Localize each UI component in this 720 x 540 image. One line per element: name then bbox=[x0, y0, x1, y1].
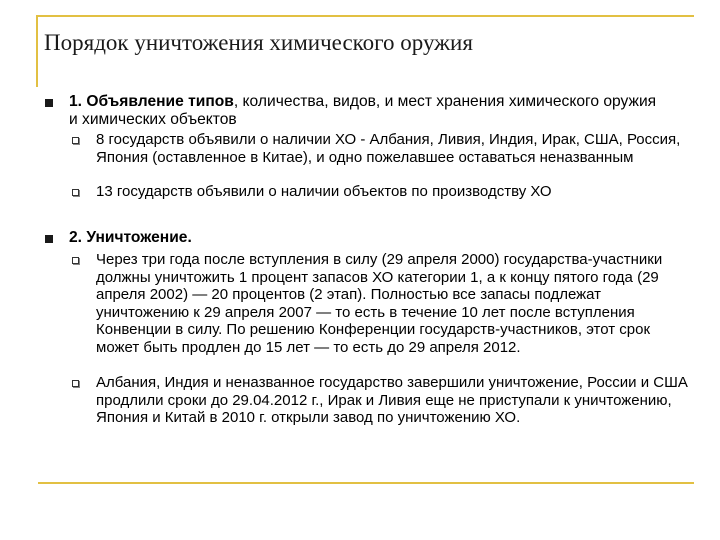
frame-top-rule bbox=[38, 15, 694, 17]
checkbox-bullet-icon bbox=[72, 189, 79, 196]
bullet-square-icon bbox=[45, 99, 53, 107]
sub-item-2-2: Албания, Индия и неназванное государство завершили уничтожение, России и США продлили сроки до 29.04.2012 г., Ирак и Ливия еще не приступали к уничтожению, Япония и Китай в 2010 г. открыли завод по уничтожению ХО. bbox=[96, 374, 688, 426]
list-item-1-text: , количества, видов, и мест хранения химического оружия и химических объектов bbox=[69, 93, 657, 128]
sub-item-2-1: Через три года после вступления в силу (29 апреля 2000) государства-участники должны уничтожить 1 процент запасов ХО категории 1, а к концу пятого года (29 апреля 2002) — 20 процентов (2 этап). Полностью все запасы подлежат уничтожению к 29 апреля 2007 — то есть в течение 10 лет после вступления Конвенции в силу. По решению Конференции государств-участников, этот срок может быть продлен до 15 лет — то есть до 29 апреля 2012. bbox=[96, 251, 663, 356]
list-item-2 bbox=[69, 229, 669, 247]
frame-left-rule bbox=[36, 15, 38, 87]
checkbox-bullet-icon bbox=[72, 380, 79, 387]
bullet-square-icon bbox=[45, 235, 53, 243]
sub-item-1-1: 8 государств объявили о наличии ХО - Албания, Ливия, Индия, Ирак, США, Россия, Япония (оставленное в Китае), и одно пожелавшее оставаться неназванным bbox=[96, 131, 681, 166]
checkbox-bullet-icon bbox=[72, 137, 79, 144]
list-item-1 bbox=[69, 93, 669, 129]
slide-title: Порядок уничтожения химического оружия bbox=[44, 30, 473, 55]
checkbox-bullet-icon bbox=[72, 257, 79, 264]
list-item-1-heading: 1. Объявление типов bbox=[69, 93, 234, 110]
frame-bottom-rule bbox=[38, 482, 694, 484]
sub-item-1-2: 13 государств объявили о наличии объектов по производству ХО bbox=[96, 183, 552, 200]
list-item-2-heading: 2. Уничтожение. bbox=[69, 229, 192, 246]
